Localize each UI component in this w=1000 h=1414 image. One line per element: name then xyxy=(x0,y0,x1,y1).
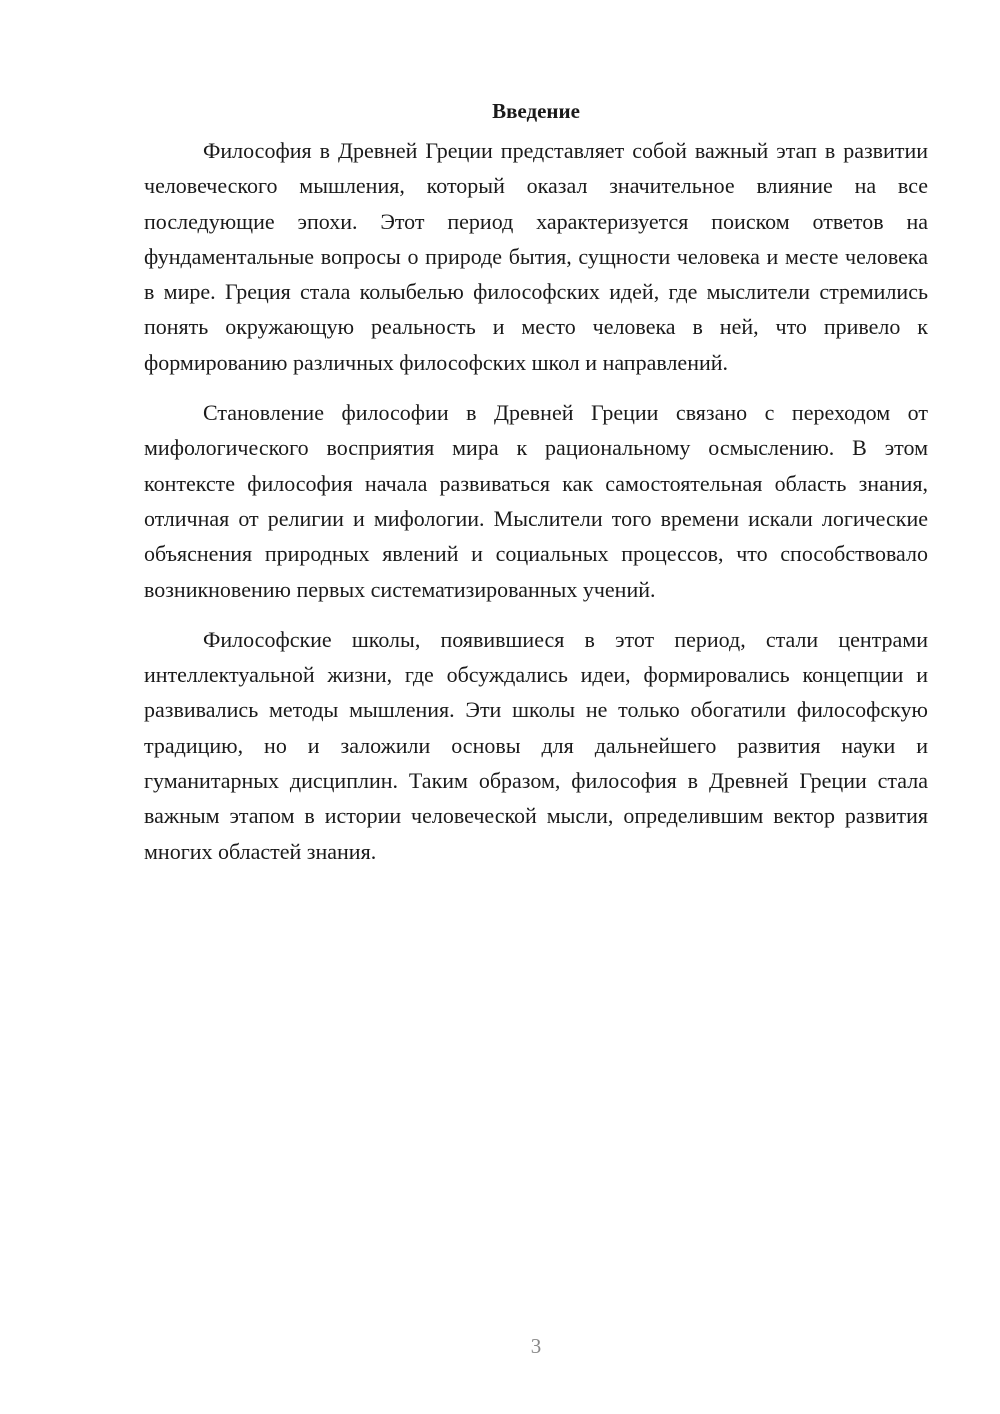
page-number: 3 xyxy=(530,1334,542,1358)
paragraph-2: Становление философии в Древней Греции связано с переходом от мифологического восприятия мира к рациональному осмыслению. В этом контексте философия начала развиваться как самостоятельная область знания, отличная от религии и мифологии. Мыслители того времени искали логические объяснения природных явлений и социальных процессов, что способствовало возникновению первых систематизированных учений. xyxy=(144,400,928,602)
section-title: Введение xyxy=(492,99,580,123)
page-content xyxy=(144,94,928,884)
paragraph-1: Философия в Древней Греции представляет собой важный этап в развитии человеческого мышления, который оказал значительное влияние на все последующие эпохи. Этот период характеризуется поиском ответов на фундаментальные вопросы о природе бытия, сущности человека и месте человека в мире. Греция стала колыбелью философских идей, где мыслители стремились понять окружающую реальность и место человека в ней, что привело к формированию различных философских школ и направлений. xyxy=(144,138,928,375)
paragraph-3: Философские школы, появившиеся в этот период, стали центрами интеллектуальной жизни, где обсуждались идеи, формировались концепции и развивались методы мышления. Эти школы не только обогатили философскую традицию, но и заложили основы для дальнейшего развития науки и гуманитарных дисциплин. Таким образом, философия в Древней Греции стала важным этапом в истории человеческой мысли, определившим вектор развития многих областей знания. xyxy=(144,626,928,864)
